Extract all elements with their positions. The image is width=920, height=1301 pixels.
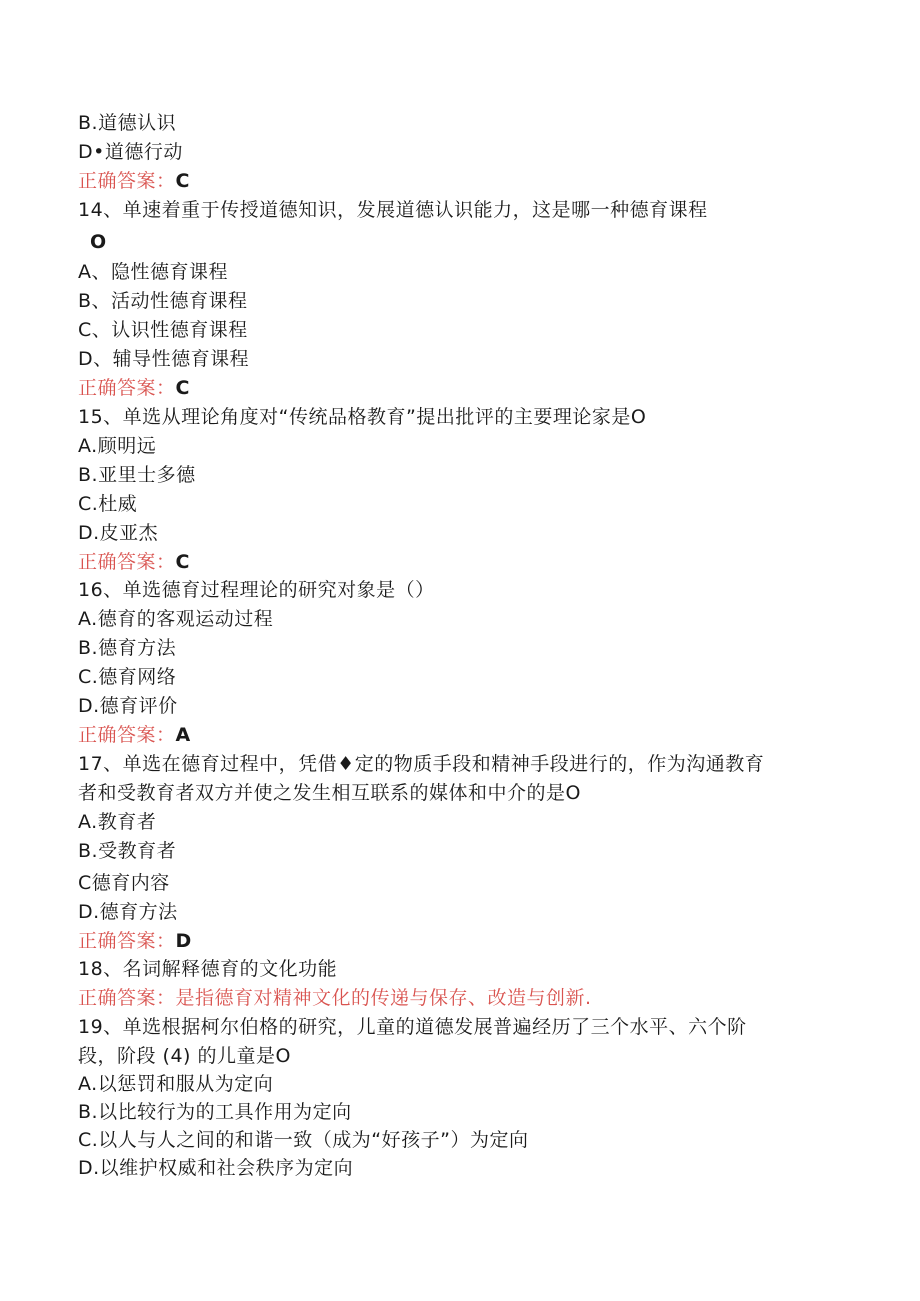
option-line: A.顾明远: [78, 435, 157, 457]
option-line: D.德育方法: [78, 901, 178, 923]
option-line: B.受教育者: [78, 840, 177, 862]
question-line: 19、单选根据柯尔伯格的研究，儿童的道德发展普遍经历了三个水平、六个阶: [78, 1016, 747, 1038]
option-line: D.德育评价: [78, 695, 178, 717]
answer-label: 正确答案：: [78, 930, 176, 952]
option-line: C德育内容: [78, 872, 170, 894]
question-line: 段，阶段 (4) 的儿童是O: [78, 1045, 291, 1067]
answer-label: 正确答案：: [78, 551, 176, 573]
answer-line: [78, 722, 191, 748]
question-line: 者和受教育者双方并使之发生相互联系的媒体和中介的是O: [78, 782, 581, 804]
answer-line: [78, 375, 190, 401]
answer-value: C: [175, 377, 190, 399]
question-line: O: [90, 231, 107, 253]
answer-label: 正确答案：: [78, 377, 176, 399]
answer-value: D: [175, 930, 192, 952]
answer-label: 正确答案：: [78, 724, 176, 746]
option-line: B.亚里士多德: [78, 464, 196, 486]
answer-label: 正确答案：: [78, 170, 176, 192]
option-line: A.德育的客观运动过程: [78, 608, 274, 630]
option-line: D、辅导性德育课程: [78, 348, 250, 370]
option-line: D.以维护权威和社会秩序为定向: [78, 1157, 354, 1179]
option-line: A、隐性德育课程: [78, 261, 228, 283]
option-line: A.教育者: [78, 811, 157, 833]
answer-line: [78, 985, 592, 1011]
answer-value: C: [175, 170, 190, 192]
option-line: B.以比较行为的工具作用为定向: [78, 1101, 352, 1123]
answer-value: A: [175, 724, 191, 746]
answer-value: 是指德育对精神文化的传递与保存、改造与创新.: [175, 987, 592, 1009]
answer-label: 正确答案：: [78, 987, 176, 1009]
question-line: 15、单选从理论角度对“传统品格教育”提出批评的主要理论家是O: [78, 406, 647, 428]
option-line: D•道德行动: [78, 141, 183, 163]
question-line: 14、单速着重于传授道德知识，发展道德认识能力，这是哪一种德育课程: [78, 199, 708, 221]
option-line: D.皮亚杰: [78, 522, 159, 544]
question-line: 18、名词解释德育的文化功能: [78, 958, 338, 980]
question-line: 16、单选德育过程理论的研究对象是（）: [78, 579, 435, 601]
option-line: B.道德认识: [78, 112, 177, 134]
option-line: C、认识性德育课程: [78, 319, 248, 341]
option-line: A.以惩罚和服从为定向: [78, 1073, 274, 1095]
option-line: B、活动性德育课程: [78, 290, 248, 312]
answer-line: [78, 928, 192, 954]
answer-line: [78, 549, 190, 575]
answer-value: C: [175, 551, 190, 573]
option-line: B.德育方法: [78, 637, 177, 659]
option-line: C.以人与人之间的和谐一致（成为“好孩子”）为定向: [78, 1129, 529, 1151]
option-line: C.德育网络: [78, 666, 177, 688]
answer-line: [78, 168, 190, 194]
question-line: 17、单选在德育过程中，凭借♦定的物质手段和精神手段进行的，作为沟通教育: [78, 753, 765, 775]
option-line: C.杜威: [78, 493, 138, 515]
